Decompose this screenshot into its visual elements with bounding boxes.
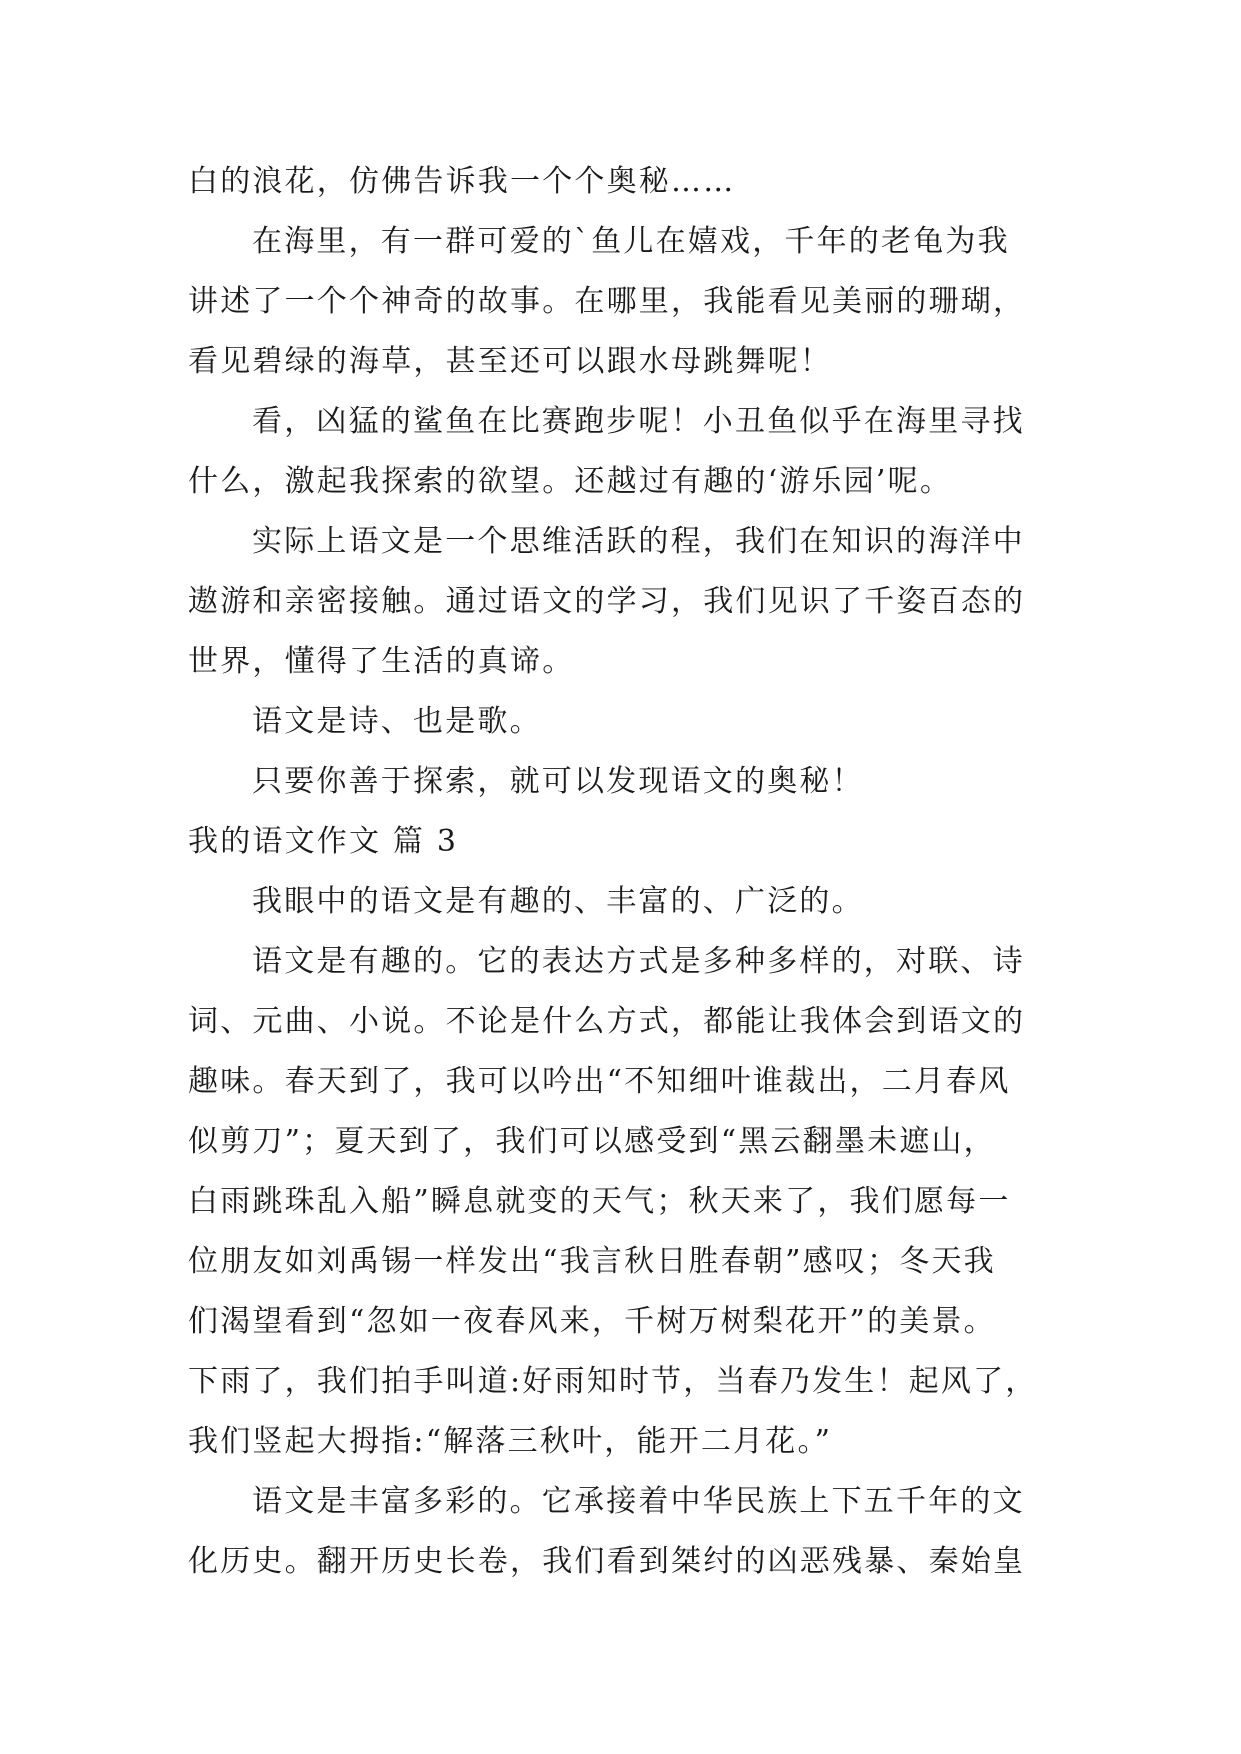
paragraph-line-4: 看见碧绿的海草，甚至还可以跟水母跳舞呢！	[188, 344, 832, 379]
paragraph-line-7: 实际上语文是一个思维活跃的程，我们在知识的海洋中	[252, 524, 1025, 559]
paragraph-line-15: 词、元曲、小说。不论是什么方式，都能让我体会到语文的	[188, 1004, 1026, 1039]
paragraph-line-6: 什么，激起我探索的欲望。还越过有趣的‘游乐园’呢。	[188, 464, 953, 499]
paragraph-line-17: 似剪刀”；夏天到了，我们可以感受到“黑云翻墨未遮山，	[188, 1124, 996, 1159]
paragraph-line-19: 位朋友如刘禹锡一样发出“我言秋日胜春朝”感叹；冬天我	[188, 1244, 996, 1279]
section-heading: 我的语文作文 篇 3	[188, 824, 459, 859]
paragraph-line-11: 只要你善于探索，就可以发现语文的奥秘！	[252, 764, 864, 799]
paragraph-line-18: 白雨跳珠乱入船”瞬息就变的天气；秋天来了，我们愿每一	[188, 1184, 1011, 1219]
paragraph-line-21: 下雨了，我们拍手叫道:好雨知时节，当春乃发生！起风了，	[188, 1364, 1038, 1399]
paragraph-line-1: 白的浪花，仿佛告诉我一个个奥秘……	[188, 164, 736, 199]
paragraph-line-9: 世界，懂得了生活的真谛。	[188, 644, 575, 679]
paragraph-line-14: 语文是有趣的。它的表达方式是多种多样的，对联、诗	[252, 944, 1025, 979]
paragraph-line-16: 趣味。春天到了，我可以吟出“不知细叶谁裁出，二月春风	[188, 1064, 1011, 1099]
paragraph-line-3: 讲述了一个个神奇的故事。在哪里，我能看见美丽的珊瑚，	[188, 284, 1026, 319]
paragraph-line-23: 语文是丰富多彩的。它承接着中华民族上下五千年的文	[252, 1484, 1025, 1519]
paragraph-line-22: 我们竖起大拇指:“解落三秋叶，能开二月花。”	[188, 1424, 833, 1459]
paragraph-line-5: 看，凶猛的鲨鱼在比赛跑步呢！小丑鱼似乎在海里寻找	[252, 404, 1025, 439]
document-body	[188, 152, 1068, 1592]
paragraph-line-20: 们渴望看到“忽如一夜春风来，千树万树梨花开”的美景。	[188, 1304, 996, 1339]
paragraph-line-10: 语文是诗、也是歌。	[252, 704, 542, 739]
paragraph-line-8: 遨游和亲密接触。通过语文的学习，我们见识了千姿百态的	[188, 584, 1026, 619]
paragraph-line-24: 化历史。翻开历史长卷，我们看到桀纣的凶恶残暴、秦始皇	[188, 1544, 1026, 1579]
paragraph-line-2: 在海里，有一群可爱的`鱼儿在嬉戏，千年的老龟为我	[252, 224, 1010, 259]
paragraph-line-13: 我眼中的语文是有趣的、丰富的、广泛的。	[252, 884, 864, 919]
